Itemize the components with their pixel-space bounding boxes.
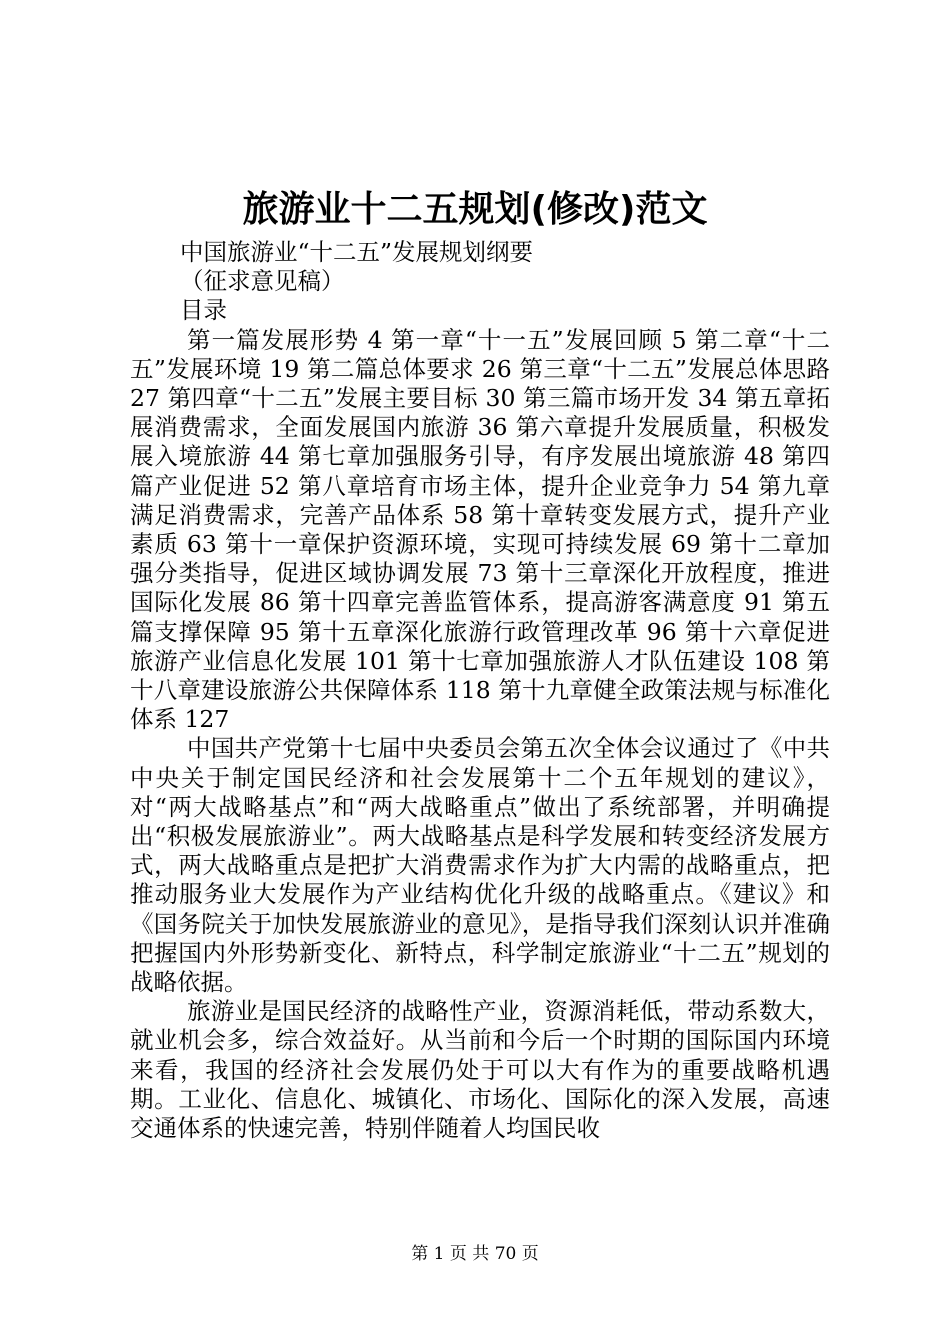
- toc-paragraph: 第一篇发展形势 4 第一章“十一五”发展回顾 5 第二章“十二五”发展环境 19 第二篇总体要求 26 第三章“十二五”发展总体思路 27 第四章“十二五”发展主要目标 30 第三篇市场开发 34 第五章拓展消费需求，全面发展国内旅游 36 第六章提升发展质量，积极发展入境旅游 44 第七章加强服务引导，有序发展出境旅游 48 第四篇产业促进 52 第八章培育市场主体，提升企业竞争力 54 第九章满足消费需求，完善产品体系 58 第十章转变发展方式，提升产业素质 63 第十一章保护资源环境，实现可持续发展 69 第十二章加强分类指导，促进区域协调发展 73 第十三章深化开放程度，推进国际化发展 86 第十四章完善监管体系，提高游客满意度 91 第五篇支撑保障 95 第十五章深化旅游行政管理改革 96 第十六章促进旅游产业信息化发展 101 第十七章加强旅游人才队伍建设 108 第十八章建设旅游公共保障体系 118 第十九章健全政策法规与标准化体系 127: [130, 325, 830, 734]
- page-number-footer: 第 1 页 共 70 页: [411, 1244, 539, 1264]
- document-body: [130, 238, 830, 1143]
- body-paragraph-1: 中国共产党第十七届中央委员会第五次全体会议通过了《中共中央关于制定国民经济和社会发展第十二个五年规划的建议》，对“两大战略基点”和“两大战略重点”做出了系统部署，并明确提出“积极发展旅游业”。两大战略基点是科学发展和转变经济发展方式，两大战略重点是把扩大消费需求作为扩大内需的战略重点，把推动服务业大发展作为产业结构优化升级的战略重点。《建议》和《国务院关于加快发展旅游业的意见》，是指导我们深刻认识并准确把握国内外形势新变化、新特点，科学制定旅游业“十二五”规划的战略依据。: [130, 734, 830, 997]
- body-paragraph-2: 旅游业是国民经济的战略性产业，资源消耗低，带动系数大，就业机会多，综合效益好。从当前和今后一个时期的国际国内环境来看，我国的经济社会发展仍处于可以大有作为的重要战略机遇期。工业化、信息化、城镇化、市场化、国际化的深入发展，高速交通体系的快速完善，特别伴随着人均国民收: [130, 997, 830, 1143]
- draft-note: （征求意见稿）: [180, 267, 345, 296]
- toc-heading: 目录: [180, 296, 227, 325]
- document-title: 旅游业十二五规划(修改)范文: [242, 189, 708, 230]
- document-subtitle: 中国旅游业“十二五”发展规划纲要: [180, 238, 534, 266]
